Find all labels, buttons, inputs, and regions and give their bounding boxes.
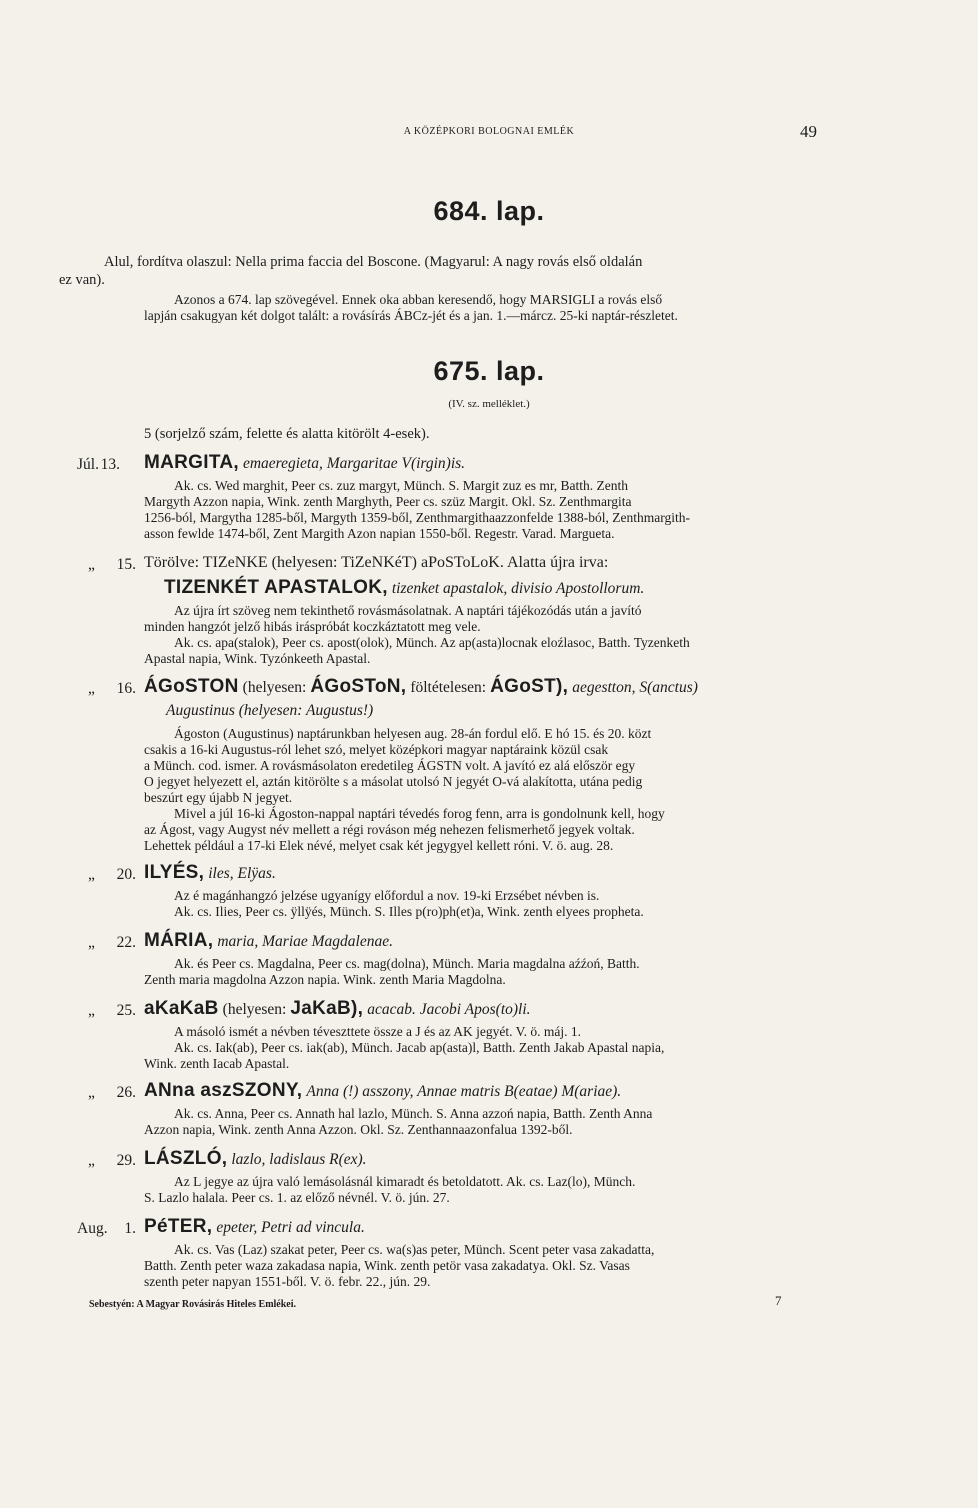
entry-text-line: A másoló ismét a névben téveszttete össze a J és az AK jegyét. V. ö. máj. 1. (174, 1024, 582, 1039)
day-label: 26. (116, 1084, 136, 1101)
running-head: A KÖZÉPKORI BOLOGNAI EMLÉK (403, 126, 575, 137)
entry-head-note: föltételesen: (410, 679, 487, 696)
month-label: Aug. (77, 1220, 108, 1237)
entry-head-name: aKaKaB (144, 998, 219, 1019)
day-label: 29. (116, 1152, 136, 1169)
entry-text-line: Azzon napia, Wink. zenth Anna Azzon. Okl. Sz. Zenthannaazonfalua 1392-ből. (144, 1122, 573, 1137)
entry-head-name-alt: ÁGoSToN, (310, 676, 407, 697)
entry-head-name-alt2: ÁGoST), (490, 676, 569, 697)
entry-head-name: ILYÉS, (144, 862, 205, 883)
entry-head-gloss: emaeregieta, Margaritae V(irgin)is. (242, 455, 466, 472)
entry-head-name: ANna aszSZONY, (144, 1080, 303, 1101)
entry-head (144, 676, 698, 698)
entry-text-line: Apastal napia, Wink. Tyzónkeeth Apastal. (144, 651, 371, 666)
entry-head-note: (helyesen: (242, 679, 307, 696)
day-label: 15. (116, 556, 136, 573)
entry-head-name: LÁSZLÓ, (144, 1148, 228, 1169)
entry-head-name-alt: JaKaB), (290, 998, 364, 1019)
entry-head (164, 577, 644, 599)
entry-head-gloss: epeter, Petri ad vincula. (216, 1219, 365, 1236)
ditto-mark: „ (88, 556, 95, 573)
day-label: 16. (116, 680, 136, 697)
page-number: 49 (800, 122, 817, 141)
entry-head (144, 930, 393, 952)
entry-text-line: S. Lazlo halala. Peer cs. 1. az előző névnél. V. ö. jún. 27. (144, 1190, 450, 1205)
entry-text-line: Ak. és Peer cs. Magdalna, Peer cs. mag(dolna), Münch. Maria magdalna aźźoń, Batth. (174, 956, 640, 971)
entry-text-line: Az újra írt szöveg nem tekinthető rovásmásolatnak. A naptári tájékozódás után a javító (174, 603, 642, 618)
sec684-p1-line1: Alul, fordítva olaszul: Nella prima faccia del Boscone. (Magyarul: A nagy rovás első oldalán (104, 254, 643, 270)
section-title-675: 675. lap. (433, 356, 545, 386)
entry-head-gloss: acacab. Jacobi Apos(to)li. (367, 1001, 531, 1018)
entry-head (144, 862, 276, 884)
entry-text-line: Batth. Zenth peter waza zakadasa napia, Wink. zenth petör vasa zakadatya. Okl. Sz. Vasas (144, 1258, 630, 1273)
entry-head-name: TIZENKÉT APASTALOK, (164, 577, 388, 598)
day-label: 25. (116, 1002, 136, 1019)
entry-text-line: csakis a 16-ki Augustus-ról lehet szó, melyet középkori magyar naptáraink közül csak (144, 742, 609, 757)
sec684-p2-line1: Azonos a 674. lap szövegével. Ennek oka abban keresendő, hogy MARSIGLI a rovás első (174, 292, 663, 307)
day-label: 20. (116, 866, 136, 883)
entry-head (144, 452, 465, 474)
entry-text-line: Ak. cs. Iak(ab), Peer cs. iak(ab), Münch. Jacab ap(asta)l, Batth. Zenth Jakab Apastal napia, (174, 1040, 665, 1055)
ditto-mark: „ (88, 1152, 95, 1169)
entry-text-line: Ak. cs. Ilies, Peer cs. ÿllÿés, Münch. S. Illes p(ro)ph(et)a, Wink. zenth elyees propheta. (174, 904, 644, 919)
footer-signature: Sebestyén: A Magyar Rovásirás Hiteles Emlékei. (89, 1299, 297, 1310)
sec675-intro: 5 (sorjelző szám, felette és alatta kitörölt 4-esek). (144, 426, 430, 442)
ditto-mark: „ (88, 934, 95, 951)
ditto-mark: „ (88, 680, 95, 697)
month-label: Júl. (77, 456, 99, 473)
day-label: 1. (124, 1220, 136, 1237)
entry-head-gloss: iles, Elÿas. (208, 865, 276, 882)
day-label: 13. (100, 456, 120, 473)
entry-head-name: MÁRIA, (144, 930, 214, 951)
entry-text-line: 1256-ból, Margytha 1285-ből, Margyth 1359-ből, Zenthmargithaazzonfelde 1388-ból, Zenthmargith- (144, 510, 691, 525)
entry-text-line: szenth peter napyan 1551-ből. V. ö. febr. 22., jún. 29. (144, 1274, 431, 1289)
ditto-mark: „ (88, 1002, 95, 1019)
entry-head-name: MARGITA, (144, 452, 239, 473)
entry-text-line: Zenth maria magdolna Azzon napia. Wink. zenth Maria Magdolna. (144, 972, 506, 987)
entry-text-line: Lehettek például a 17-ki Elek névé, melyet csak két jegygyel kellett róni. V. ö. aug. 28. (144, 838, 614, 853)
entry-head-gloss: lazlo, ladislaus R(ex). (231, 1151, 367, 1168)
entry-text-line: Wink. zenth Iacab Apastal. (144, 1056, 290, 1071)
entry-head-note: (helyesen: (222, 1001, 287, 1018)
entry-text-line: Az L jegye az újra való lemásolásnál kimaradt és betoldatott. Ak. cs. Laz(lo), Münch. (174, 1174, 636, 1189)
sec684-p1-line2: ez van). (59, 272, 105, 288)
entry-head-gloss: maria, Mariae Magdalenae. (217, 933, 393, 950)
entry-head (144, 1216, 365, 1238)
entry-text-line: Margyth Azzon napia, Wink. zenth Marghyth, Peer cs. szüz Margit. Okl. Sz. Zenthmargita (144, 494, 632, 509)
entry-text-line: az Ágost, vagy Augyst név mellett a régi rováson még nehezen felismerhető jegyek voltak. (144, 822, 635, 837)
entry-head-gloss: tizenket apastalok, divisio Apostollorum. (391, 580, 645, 597)
entry-head-gloss-cont: Augustinus (helyesen: Augustus!) (166, 702, 374, 719)
sec684-p2-line2: lapján csakugyan két dolgot talált: a rovásírás ÁBCz-jét és a jan. 1.—márcz. 25-ki naptár-részletet. (144, 308, 678, 323)
footer-sheet-number: 7 (775, 1293, 782, 1308)
section-title-684: 684. lap. (433, 196, 545, 226)
entry-head (144, 1080, 621, 1102)
entry-text-line: Ak. cs. apa(stalok), Peer cs. apost(olok), Münch. Az ap(asta)locnak eloźlasoc, Batth. Tyzenketh (174, 635, 690, 650)
entry-text-line: O jegyet helyezett el, aztán kitörölte s a másolat utolsó N jegyét O-vá alakította, utána pedig (144, 774, 643, 789)
entry-text-line: Az é magánhangzó jelzése ugyanígy előfordul a nov. 19-ki Erzsébet névben is. (174, 888, 600, 903)
entry-head-gloss: Anna (!) asszony, Annae matris B(eatae) M(ariae). (306, 1083, 622, 1100)
section-note: (IV. sz. melléklet.) (448, 398, 530, 410)
entry-text-line: asson fewlde 1474-ből, Zent Margith Azon napian 1550-ből. Regestr. Varad. Margueta. (144, 526, 615, 541)
day-label: 22. (116, 934, 136, 951)
entry-head (144, 1148, 367, 1170)
entry-text-line: Mivel a júl 16-ki Ágoston-nappal naptári tévedés forog fenn, arra is gondolnunk kell, hogy (174, 806, 665, 821)
entry-head-gloss: aegestton, S(anctus) (572, 679, 698, 696)
entry-deleted-line: Törölve: TIZeNKE (helyesen: TiZeNKéT) aPoSToLoK. Alatta újra irva: (144, 554, 609, 571)
entry-head (144, 998, 531, 1020)
entry-head-name: ÁGoSTON (144, 676, 239, 697)
entry-text-line: Ak. cs. Anna, Peer cs. Annath hal lazlo, Münch. S. Anna azzoń napia, Batth. Zenth Anna (174, 1106, 653, 1121)
entry-text-line: beszúrt egy újabb N jegyet. (144, 790, 293, 805)
entry-text-line: Ak. cs. Wed marghit, Peer cs. zuz margyt, Münch. S. Margit zuz es mr, Batth. Zenth (174, 478, 629, 493)
entry-text-line: Ak. cs. Vas (Laz) szakat peter, Peer cs. wa(s)as peter, Münch. Scent peter vasa zakadatta, (174, 1242, 655, 1257)
ditto-mark: „ (88, 866, 95, 883)
entry-text-line: a Münch. cod. ismer. A rovásmásolaton eredetileg ÁGSTN volt. A javító ez alá először egy (144, 758, 636, 773)
entry-head-name: PéTER, (144, 1216, 213, 1237)
ditto-mark: „ (88, 1084, 95, 1101)
entry-text-line: minden hangzót jelző hibás iráspróbát koczkáztatott meg vele. (144, 619, 481, 634)
entry-text-line: Ágoston (Augustinus) naptárunkban helyesen aug. 28-án fordul elő. E hó 15. és 20. közt (174, 726, 652, 741)
